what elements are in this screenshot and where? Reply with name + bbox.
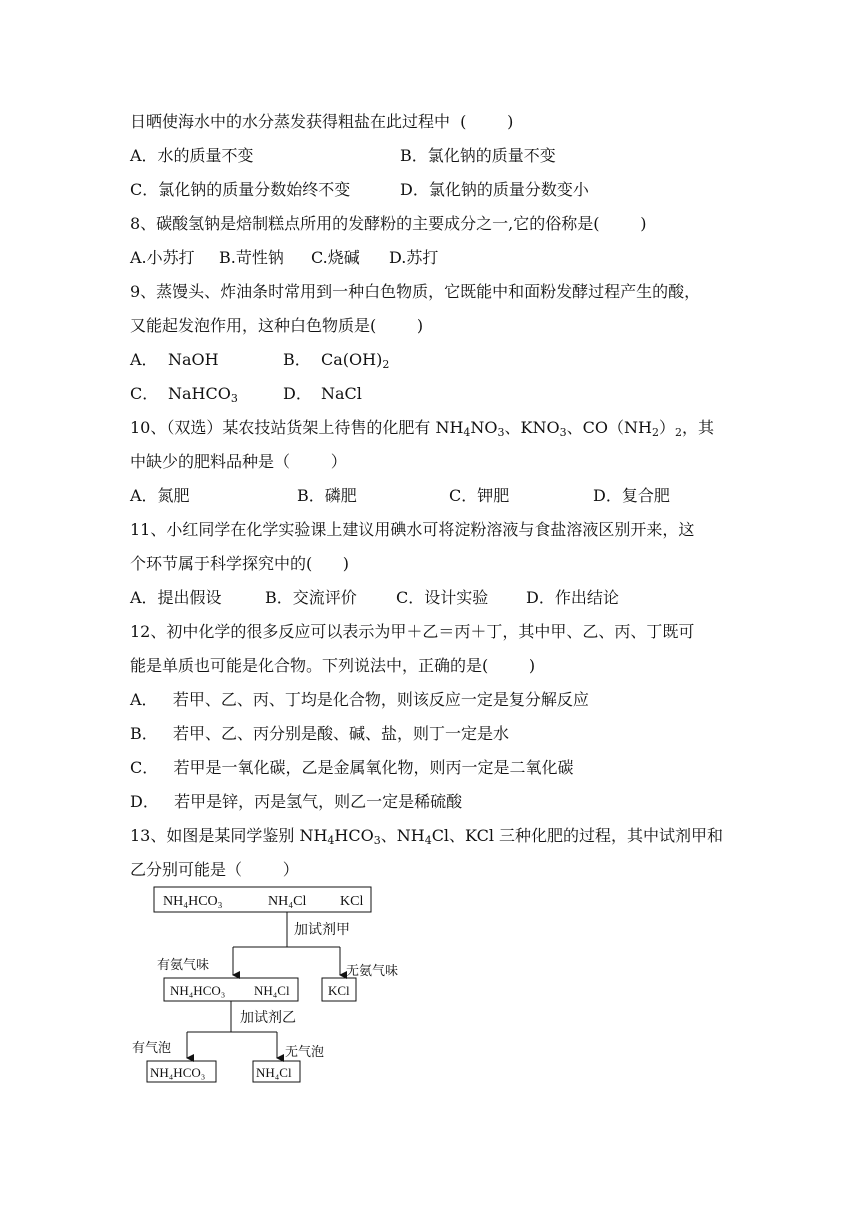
q12-option-d: D． 若甲是锌，丙是氢气，则乙一定是稀硫酸 [130, 792, 463, 811]
q12-option-c: C． 若甲是一氧化碳，乙是金属氧化物，则丙一定是二氧化碳 [130, 758, 574, 777]
q7-option-c: C．氯化钠的质量分数始终不变 [130, 180, 351, 199]
q11-option-b: B．交流评价 [265, 588, 357, 607]
label-has-bubbles: 有气泡 [132, 1041, 172, 1056]
q9-option-b-label: B． [283, 350, 311, 369]
q12-option-b: B． 若甲、乙、丙分别是酸、碱、盐，则丁一定是水 [130, 724, 510, 743]
label-mid-kcl: KCl [328, 983, 350, 998]
q10-option-a: A．氮肥 [130, 486, 190, 505]
q8-stem: 8、碳酸氢钠是焙制糕点所用的发酵粉的主要成分之一,它的俗称是( ) [130, 214, 647, 233]
q11-option-c: C．设计实验 [396, 588, 489, 607]
label-top-nh4cl: NH₄Cl [268, 894, 307, 909]
label-has-ammonia-smell: 有氨气味 [157, 958, 210, 973]
q10-option-d: D．复合肥 [593, 486, 670, 505]
label-mid-nh4hco3: NH₄HCO₃ [170, 983, 226, 998]
q12-stem-line1: 12、初中化学的很多反应可以表示为甲＋乙＝丙＋丁，其中甲、乙、丙、丁既可 [130, 622, 695, 641]
q7-stem: 日晒使海水中的水分蒸发获得粗盐在此过程中 ( ) [130, 112, 514, 131]
q11-option-d: D．作出结论 [526, 588, 619, 607]
q9-option-d: NaCl [321, 384, 362, 403]
q10-option-c: C．钾肥 [449, 486, 510, 505]
q9-option-c: NaHCO$_3$ [168, 384, 238, 405]
q9-stem-line2: 又能起发泡作用，这种白色物质是( ) [130, 316, 424, 335]
q8-option-c: C.烧碱 [311, 248, 360, 267]
label-top-kcl: KCl [340, 894, 364, 909]
q9-option-b: $Ca(OH)_2$ [321, 350, 390, 371]
label-add-reagent-a: 加试剂甲 [294, 922, 350, 938]
label-no-bubbles: 无气泡 [285, 1045, 325, 1060]
q9-option-a-label: A． [130, 350, 158, 369]
q8-option-a: A.小苏打 [130, 248, 195, 267]
label-no-ammonia-smell: 无氨气味 [346, 964, 399, 979]
q9-option-d-label: D． [283, 384, 312, 403]
q7-option-b: B．氯化钠的质量不变 [400, 146, 556, 165]
q11-option-a: A．提出假设 [130, 588, 222, 607]
q9-stem-line1: 9、蒸馒头、炸油条时常用到一种白色物质，它既能中和面粉发酵过程产生的酸， [130, 282, 701, 301]
q8-option-d: D.苏打 [389, 248, 439, 267]
q7-option-d: D．氯化钠的质量分数变小 [400, 180, 589, 199]
q13-stem-line2: 乙分别可能是（ ） [130, 860, 299, 879]
label-bottom-nh4hco3: NH₄HCO₃ [150, 1065, 206, 1080]
q11-stem-line1: 11、小红同学在化学实验课上建议用碘水可将淀粉溶液与食盐溶液区别开来，这 [130, 520, 695, 539]
q8-option-b: B.苛性钠 [219, 248, 284, 267]
label-bottom-nh4cl: NH₄Cl [256, 1065, 292, 1080]
label-add-reagent-b: 加试剂乙 [240, 1010, 296, 1026]
q9-option-c-label: C． [130, 384, 159, 403]
q12-option-a: A． 若甲、乙、丙、丁均是化合物，则该反应一定是复分解反应 [130, 690, 589, 709]
q12-stem-line2: 能是单质也可能是化合物。下列说法中，正确的是( ) [130, 656, 536, 675]
q13-stem-line1: 13、如图是某同学鉴别 $NH_4HCO_3$、$NH_4Cl$、KCl 三种化肥的过程，其中试剂甲和 [130, 826, 724, 847]
q10-option-b: B．磷肥 [297, 486, 357, 505]
label-mid-nh4cl: NH₄Cl [254, 983, 290, 998]
q10-stem-line1: 10、（双选）某农技站货架上待售的化肥有 $NH_4NO_3$、$KNO_3$、$CO(NH_2)_2$，其 [130, 418, 714, 439]
q7-option-a: A．水的质量不变 [130, 146, 254, 165]
label-top-nh4hco3: NH₄HCO₃ [163, 894, 223, 909]
q11-stem-line2: 个环节属于科学探究中的( ) [130, 554, 350, 573]
q10-stem-line2: 中缺少的肥料品种是（ ） [130, 452, 347, 471]
q9-option-a: NaOH [168, 350, 219, 369]
